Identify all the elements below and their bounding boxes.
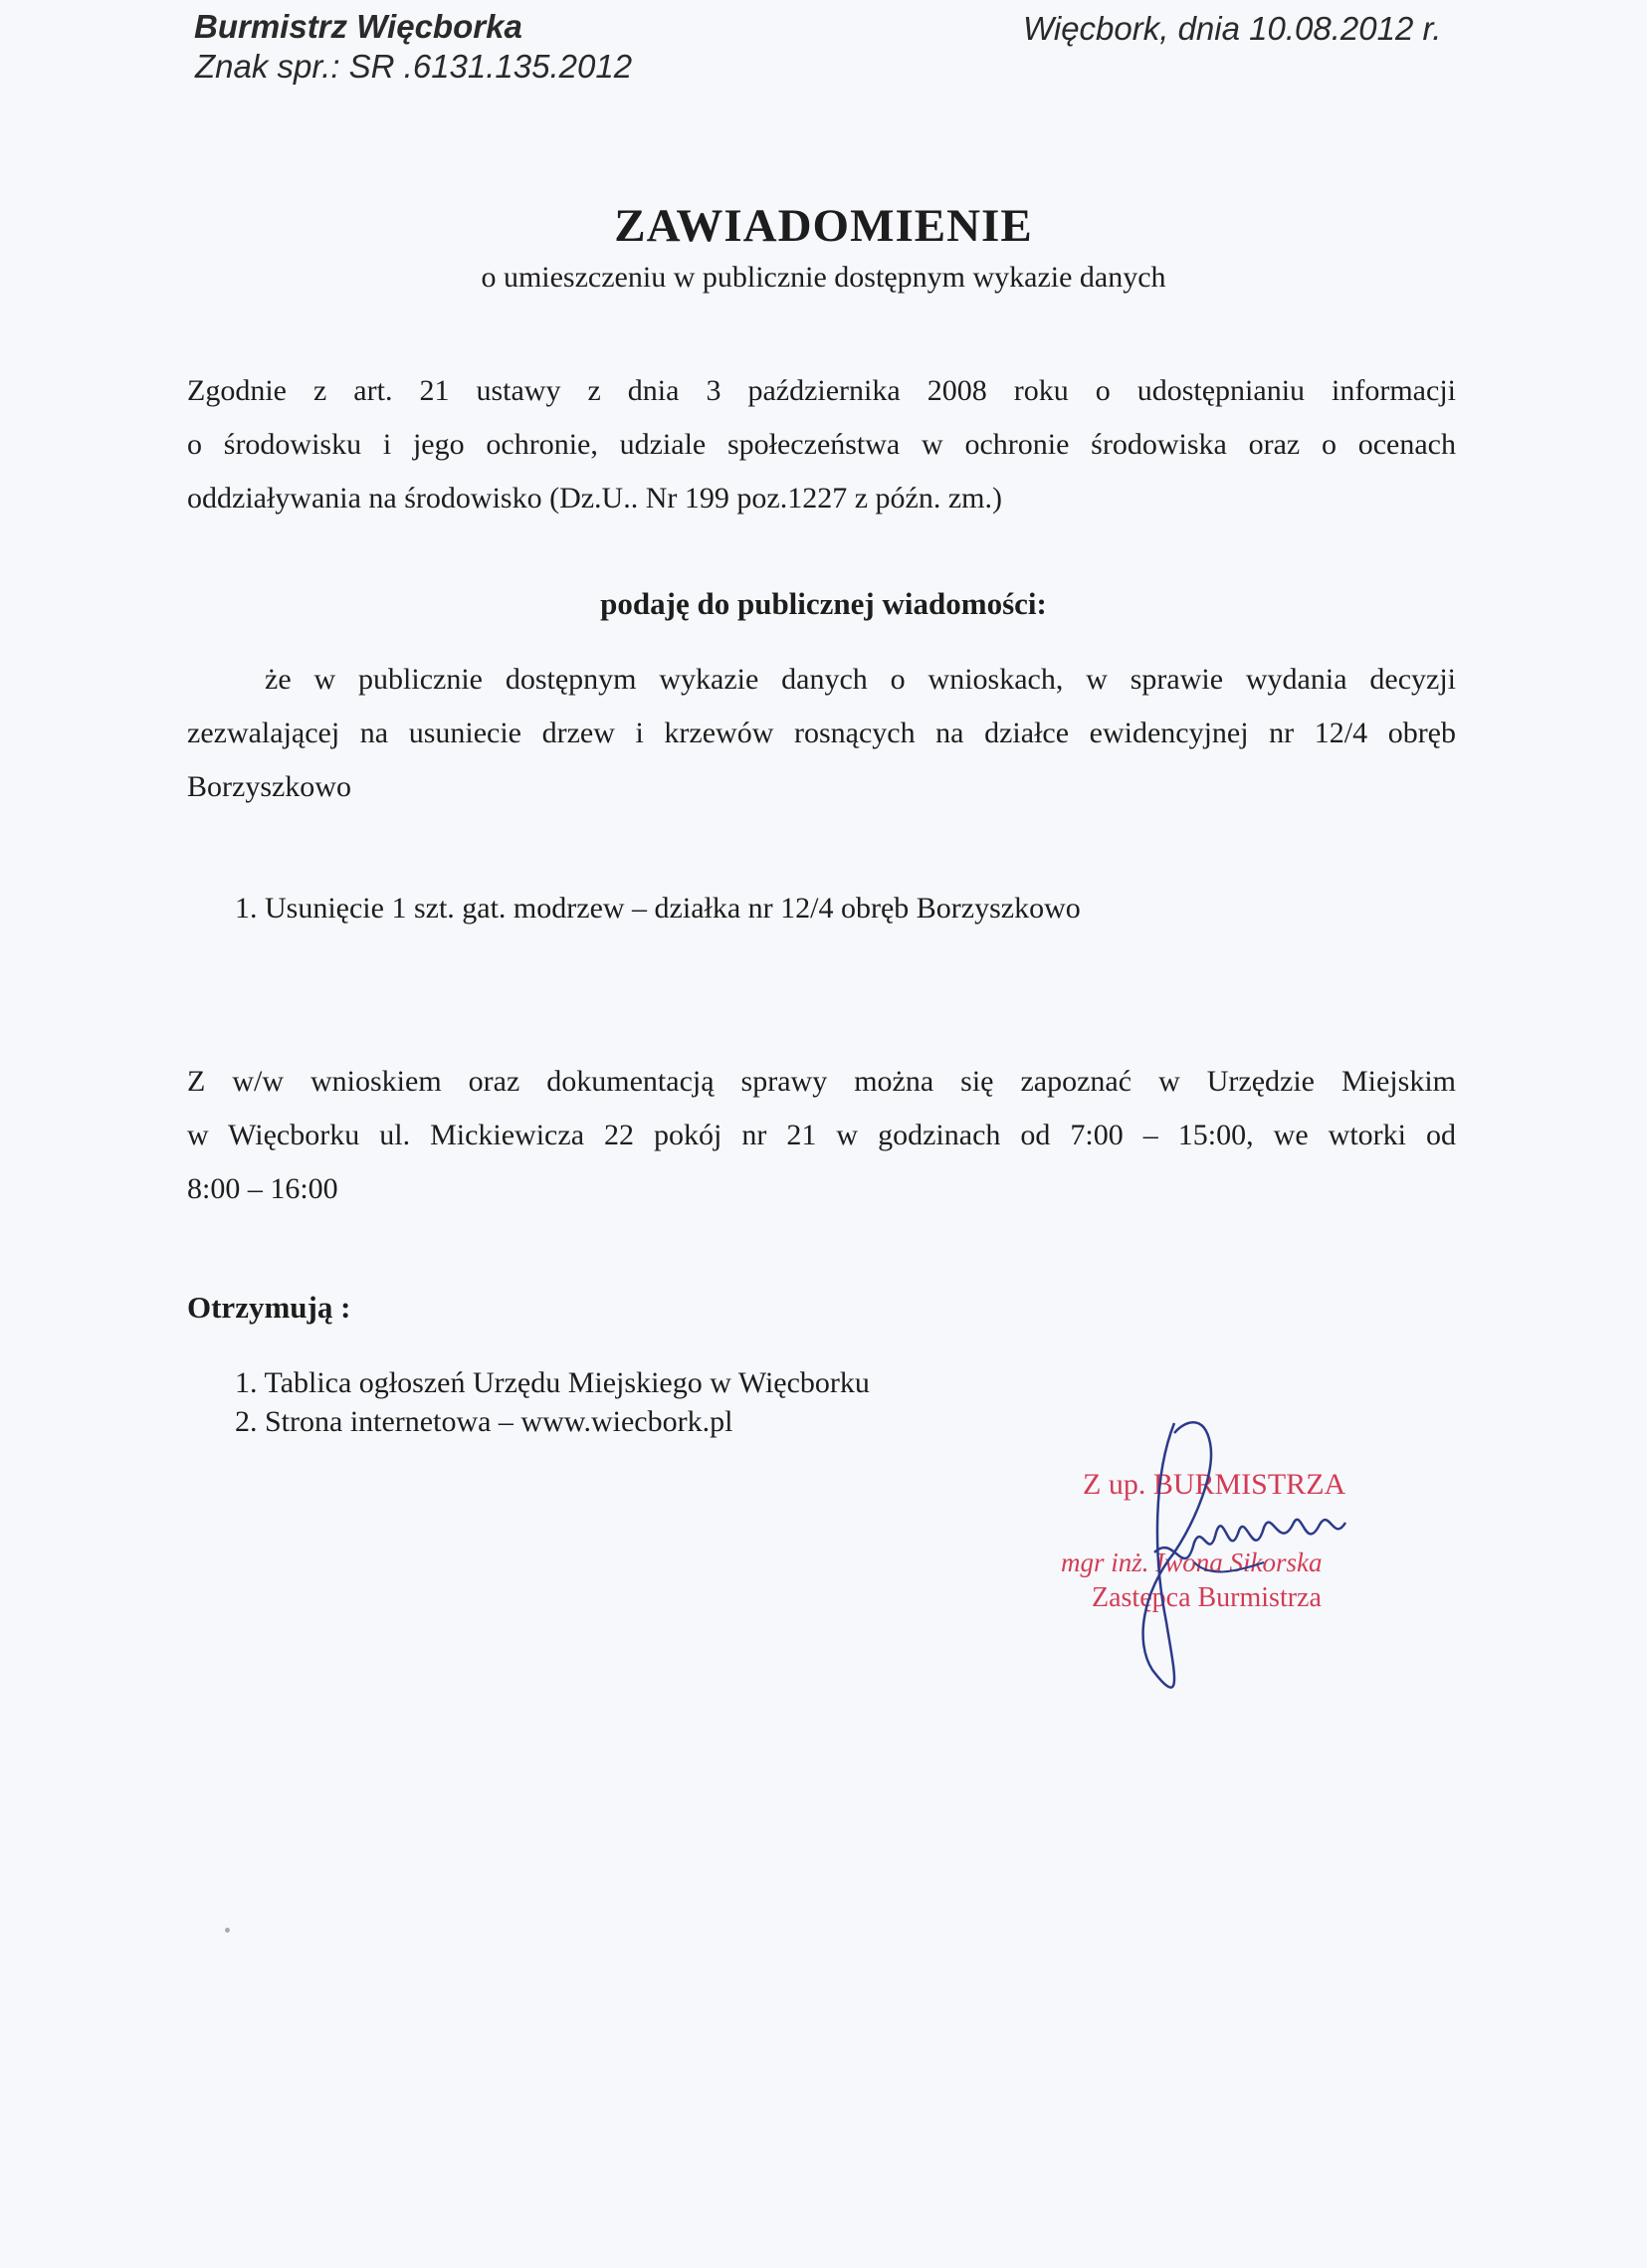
body-line: że w publicznie dostępnym wykazie danych o wnioskach, w sprawie wydania decyzji — [265, 663, 1456, 696]
issuer-name: Burmistrz Więcborka — [194, 8, 522, 45]
stamp-signatory: mgr inż. Iwona Sikorska — [1061, 1547, 1323, 1577]
body-paragraph — [187, 653, 1456, 814]
body-line: zezwalającej na usuniecie drzew i krzewów rosnących na działce ewidencyjnej nr 12/4 obręb — [187, 717, 1456, 749]
announcement-heading: podaję do publicznej wiadomości: — [600, 586, 1047, 621]
handwritten-signature — [1035, 1413, 1413, 1732]
body-line: Borzyszkowo — [187, 770, 351, 803]
stamp-authority: Z up. BURMISTRZA — [1083, 1468, 1346, 1501]
stamp-position: Zastępca Burmistrza — [1092, 1582, 1322, 1613]
info-line: 8:00 – 16:00 — [187, 1172, 338, 1205]
date-line: Więcbork, dnia 10.08.2012 r. — [1023, 10, 1442, 47]
scan-speck — [225, 1928, 230, 1933]
info-paragraph — [187, 1055, 1456, 1216]
recipients-label: Otrzymują : — [187, 1290, 351, 1325]
intro-line: o środowisku i jego ochronie, udziale społeczeństwa w ochronie środowiska oraz o ocenach — [187, 428, 1456, 461]
intro-line: oddziaływania na środowisko (Dz.U.. Nr 199 poz.1227 z późn. zm.) — [187, 482, 1002, 515]
case-reference: Znak spr.: SR .6131.135.2012 — [195, 48, 633, 85]
document-subtitle: o umieszczeniu w publicznie dostępnym wykazie danych — [481, 261, 1166, 294]
intro-paragraph — [187, 364, 1456, 525]
recipient-item: 2. Strona internetowa – www.wiecbork.pl — [235, 1405, 733, 1438]
document-title: ZAWIADOMIENIE — [614, 200, 1033, 252]
list-item: 1. Usunięcie 1 szt. gat. modrzew – działka nr 12/4 obręb Borzyszkowo — [235, 892, 1081, 925]
recipient-item: 1. Tablica ogłoszeń Urzędu Miejskiego w Więcborku — [235, 1366, 870, 1399]
info-line: Z w/w wnioskiem oraz dokumentacją sprawy można się zapoznać w Urzędzie Miejskim — [187, 1065, 1456, 1098]
intro-line: Zgodnie z art. 21 ustawy z dnia 3 października 2008 roku o udostępnianiu informacji — [187, 374, 1456, 407]
info-line: w Więcborku ul. Mickiewicza 22 pokój nr 21 w godzinach od 7:00 – 15:00, we wtorki od — [187, 1119, 1456, 1151]
